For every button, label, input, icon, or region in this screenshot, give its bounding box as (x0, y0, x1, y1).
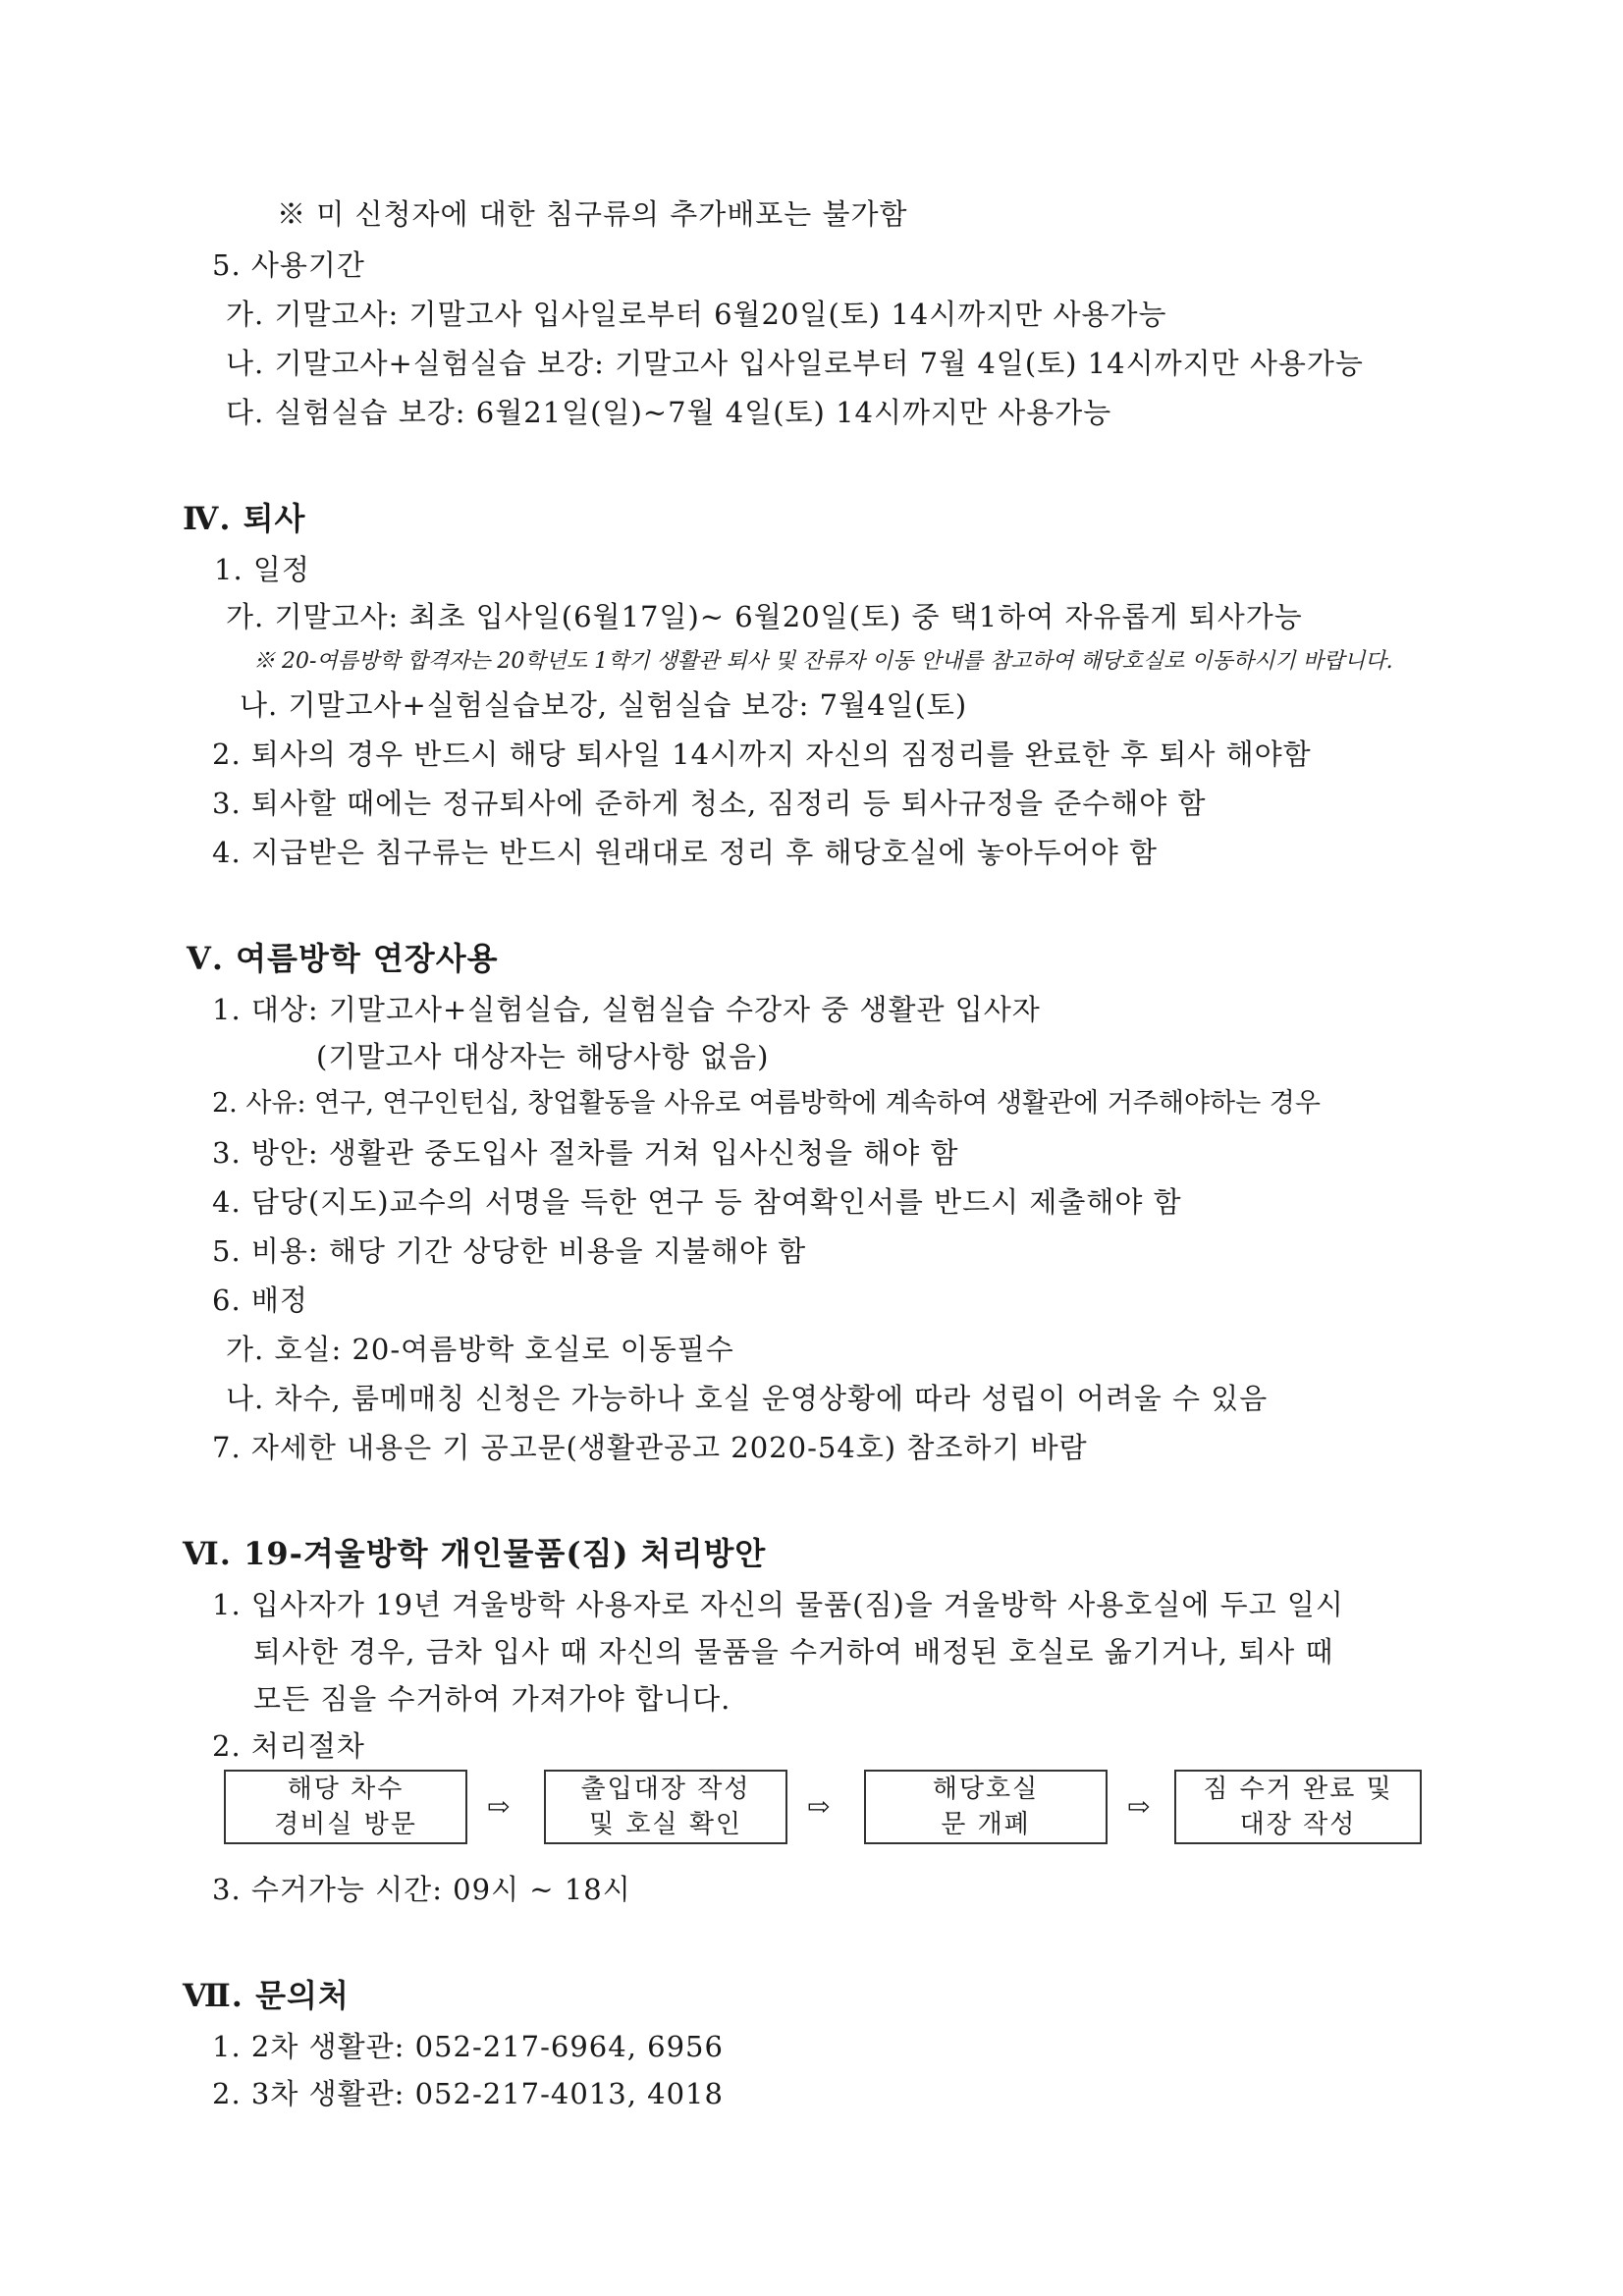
flow-step-1-line1: 해당 차수 (287, 1775, 405, 1804)
extension-reference: 7. 자세한 내용은 기 공고문(생활관공고 2020-54호) 참조하기 바람 (212, 1431, 1088, 1464)
extension-method: 3. 방안: 생활관 중도입사 절차를 거쳐 입사신청을 해야 함 (212, 1136, 959, 1170)
schedule-b: 나. 기말고사+실험실습보강, 실험실습 보강: 7월4일(토) (240, 688, 968, 722)
usage-period-a: 가. 기말고사: 기말고사 입사일로부터 6월20일(토) 14시까지만 사용가능 (226, 298, 1167, 331)
flow-step-3 (864, 1770, 1108, 1844)
section-7-heading: Ⅶ. 문의처 (183, 1977, 350, 2014)
extension-cost: 5. 비용: 해당 기간 상당한 비용을 지불해야 함 (212, 1234, 807, 1268)
schedule-note: ※ 20-여름방학 합격자는 20학년도 1학기 생활관 퇴사 및 잔류자 이동 안내를 참고하여 해당호실로 이동하시기 바랍니다. (253, 649, 1393, 674)
flow-step-2 (544, 1770, 787, 1844)
flow-arrow-icon: ⇨ (487, 1790, 511, 1823)
procedure-title: 2. 처리절차 (212, 1729, 365, 1763)
flow-step-1-line2: 경비실 방문 (274, 1810, 417, 1839)
section-5-heading: Ⅴ. 여름방학 연장사용 (187, 940, 499, 977)
checkout-rule-4: 4. 지급받은 침구류는 반드시 원래대로 정리 후 해당호실에 놓아두어야 함 (212, 836, 1159, 869)
assignment-b: 나. 차수, 룸메매칭 신청은 가능하나 호실 운영상황에 따라 성립이 어려울 수 있음 (226, 1382, 1269, 1415)
schedule-a: 가. 기말고사: 최초 입사일(6월17일)~ 6월20일(토) 중 택1하여 자유롭게 퇴사가능 (226, 600, 1303, 633)
flow-arrow-icon: ⇨ (1127, 1790, 1151, 1823)
usage-period-b: 나. 기말고사+실험실습 보강: 기말고사 입사일로부터 7월 4일(토) 14시까지만 사용가능 (226, 347, 1364, 380)
contact-dorm-2: 1. 2차 생활관: 052-217-6964, 6956 (212, 2030, 724, 2063)
contact-dorm-3: 2. 3차 생활관: 052-217-4013, 4018 (212, 2077, 724, 2110)
schedule-title: 1. 일정 (214, 553, 310, 586)
checkout-rule-3: 3. 퇴사할 때에는 정규퇴사에 준하게 청소, 짐정리 등 퇴사규정을 준수해야 함 (212, 787, 1207, 820)
belongings-desc-line1: 1. 입사자가 19년 겨울방학 사용자로 자신의 물품(짐)을 겨울방학 사용호실에 두고 일시 (212, 1588, 1344, 1621)
flow-step-2-line1: 출입대장 작성 (580, 1775, 751, 1804)
assignment-a: 가. 호실: 20-여름방학 호실로 이동필수 (226, 1333, 734, 1366)
flow-step-3-line1: 해당호실 (932, 1775, 1040, 1804)
usage-period-c: 다. 실험실습 보강: 6월21일(일)~7월 4일(토) 14시까지만 사용가능 (226, 396, 1112, 429)
flow-step-1 (224, 1770, 467, 1844)
belongings-desc-line2: 퇴사한 경우, 금차 입사 때 자신의 물품을 수거하여 배정된 호실로 옮기거나, 퇴사 때 (253, 1635, 1334, 1668)
extension-target-sub: (기말고사 대상자는 해당사항 없음) (316, 1040, 770, 1073)
flow-step-4 (1174, 1770, 1422, 1844)
flow-step-4-line2: 대장 작성 (1239, 1810, 1357, 1839)
flow-step-3-line2: 문 개폐 (941, 1810, 1031, 1839)
assignment-title: 6. 배정 (212, 1284, 308, 1317)
flow-step-4-line1: 짐 수거 완료 및 (1203, 1775, 1393, 1804)
extension-target: 1. 대상: 기말고사+실험실습, 실험실습 수강자 중 생활관 입사자 (212, 993, 1041, 1026)
usage-period-title: 5. 사용기간 (212, 248, 365, 282)
bedding-note: ※ 미 신청자에 대한 침구류의 추가배포는 불가함 (277, 197, 908, 231)
belongings-desc-line3: 모든 짐을 수거하여 가져가야 합니다. (253, 1682, 731, 1716)
procedure-flowchart (224, 1766, 1422, 1848)
section-4-heading: Ⅳ. 퇴사 (183, 500, 306, 537)
collection-hours: 3. 수거가능 시간: 09시 ~ 18시 (212, 1873, 631, 1906)
extension-signature: 4. 담당(지도)교수의 서명을 득한 연구 등 참여확인서를 반드시 제출해야 함 (212, 1185, 1182, 1219)
flow-step-2-line2: 및 호실 확인 (588, 1810, 743, 1839)
section-6-heading: Ⅵ. 19-겨울방학 개인물품(짐) 처리방안 (183, 1535, 767, 1572)
checkout-rule-2: 2. 퇴사의 경우 반드시 해당 퇴사일 14시까지 자신의 짐정리를 완료한 후 퇴사 해야함 (212, 738, 1312, 771)
extension-reason: 2. 사유: 연구, 연구인턴십, 창업활동을 사유로 여름방학에 계속하여 생활관에 거주해야하는 경우 (212, 1088, 1321, 1119)
flow-arrow-icon: ⇨ (807, 1790, 831, 1823)
